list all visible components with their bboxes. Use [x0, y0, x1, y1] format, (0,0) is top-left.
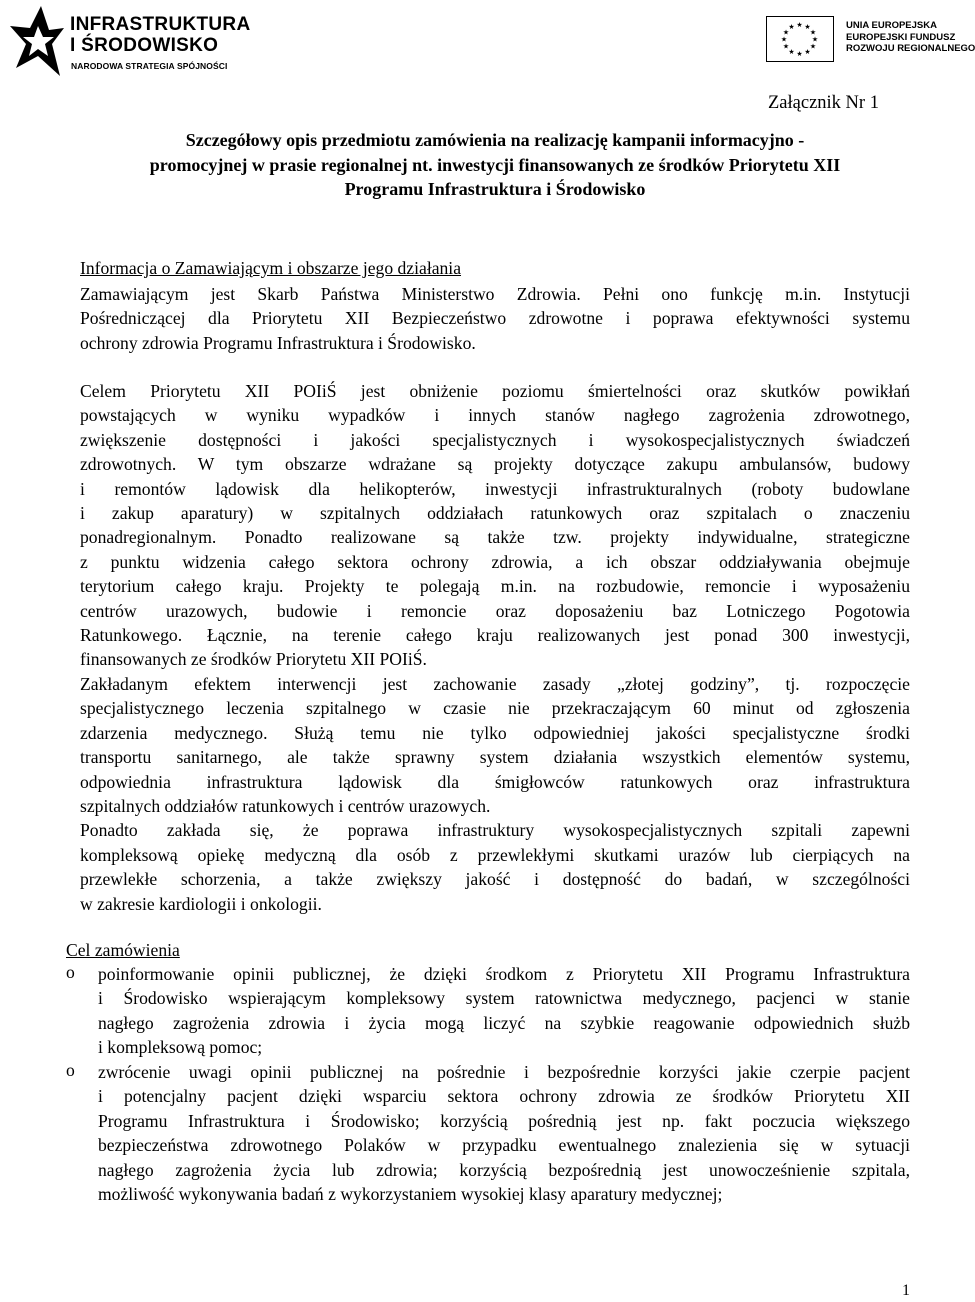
text-line: zdrowotnych. W tym obszarze wdrażane są projekty dotyczące zakupu ambulansów, budowy [80, 454, 910, 475]
text-line: bezpieczeństwa zdrowotnego Polaków w przypadku ewentualnego znalezienia się w sytuacji [98, 1135, 910, 1156]
title-line: Programu Infrastruktura i Środowisko [344, 179, 646, 199]
text-line: w zakresie kardiologii i onkologii. [80, 893, 322, 914]
annex-label: Załącznik Nr 1 [768, 93, 879, 113]
list-item [98, 962, 910, 1060]
bullet-marker: o [66, 1060, 75, 1080]
text-line: specjalistycznego leczenia szpitalnego w czasie nie przekraczającym 60 minut od zgłoszenia [80, 698, 910, 719]
infrastruktura-logo [8, 4, 251, 80]
text-line: centrów urazowych, budowie i remoncie oraz doposażeniu baz Lotniczego Pogotowia [80, 600, 910, 621]
text-line: i Środowisko wspierającym kompleksowy system ratownictwa medycznego, pacjenci w stanie [98, 988, 910, 1009]
eu-fund-text [846, 20, 975, 55]
svg-text:★: ★ [804, 23, 811, 31]
svg-text:★: ★ [788, 48, 795, 56]
text-line: nagłego zagrożenia zdrowia i życia mogą liczyć na szybkie reagowanie odpowiednich służb [98, 1012, 910, 1033]
title-line: Szczegółowy opis przedmiotu zamówienia na realizację kampanii informacyjno - [185, 130, 805, 150]
logo-line-2: I ŚRODOWISKO [70, 35, 219, 56]
logo-line-1: INFRASTRUKTURA [70, 14, 251, 35]
list-item [98, 1060, 910, 1206]
text-line: kompleksową opiekę medyczną dla osób z przewlekłymi skutkami urazów lub cierpiących na [80, 844, 910, 865]
body-paragraph [80, 379, 910, 916]
svg-text:★: ★ [788, 23, 795, 31]
title-line: promocyjnej w prasie regionalnej nt. inwestycji finansowanych ze środków Priorytetu XII [149, 154, 841, 175]
text-line: i remontów lądowisk dla helikopterów, inwestycji infrastrukturalnych (roboty budowlane [80, 478, 910, 499]
svg-text:★: ★ [804, 48, 811, 56]
text-line: i kompleksową pomoc; [98, 1037, 263, 1058]
svg-text:★: ★ [782, 42, 790, 51]
text-line: finansowanych ze środków Priorytetu XII POIiŚ. [80, 649, 427, 670]
text-line: powstających w wyniku wypadków i innych stanów nagłego zagrożenia zdrowotnego, [80, 405, 910, 426]
text-line: zwrócenie uwagi opinii publicznej na pośrednie i bezpośrednie korzyści jakie czerpie pacjent [98, 1062, 910, 1082]
section-heading-contracting-authority: Informacja o Zamawiającym i obszarze jego działania [80, 258, 462, 278]
text-line: Celem Priorytetu XII POIiŚ jest obniżenie poziomu śmiertelności oraz skutków powikłań [80, 381, 910, 401]
svg-text:★: ★ [796, 50, 803, 58]
eu-line-3: ROZWOJU REGIONALNEGO [846, 43, 975, 54]
text-line: nagłego zagrożenia życia lub zdrowia; korzyścią bezpośrednią jest unowocześnienie szpitala, [98, 1159, 910, 1180]
svg-text:★: ★ [809, 28, 817, 37]
text-line: szpitalnych oddziałów ratunkowych i centrów urazowych. [80, 795, 491, 816]
text-line: zwiększenie dostępności i jakości specjalistycznych i wysokospecjalistycznych świadczeń [80, 429, 910, 450]
text-line: możliwość wykonywania badań z wykorzystaniem wysokiej klasy aparatury medycznej; [98, 1184, 723, 1205]
text-line: Ponadto zakłada się, że poprawa infrastruktury wysokospecjalistycznych szpitali zapewni [80, 820, 910, 841]
text-line: przewlekłe schorzenia, a także zwiększy jakość i dostępność do badań, w szczególności [80, 869, 910, 890]
text-line: odpowiednia infrastruktura lądowisk dla śmigłowców ratunkowych oraz infrastruktura [80, 771, 910, 792]
text-line: z punktu widzenia całego sektora ochrony zdrowia, a ich obszar oddziaływania obejmuje [80, 551, 910, 572]
text-line: i zakup aparatury) w szpitalnych oddziałach ratunkowych oraz szpitalach o znaczeniu [80, 503, 910, 524]
eu-flag-icon [766, 16, 834, 62]
eu-line-1: UNIA EUROPEJSKA [846, 20, 937, 31]
section-paragraph-contracting-authority [80, 282, 910, 355]
text-line: Pośredniczącej dla Priorytetu XII Bezpieczeństwo zdrowotne i poprawa efektywności systemu [80, 308, 910, 329]
eu-logo [766, 16, 975, 66]
eu-line-2: EUROPEJSKI FUNDUSZ [846, 31, 956, 43]
document-title [80, 128, 910, 202]
svg-text:★: ★ [782, 28, 790, 37]
text-line: zdarzenia medycznego. Służą temu nie tylko odpowiedniej jakości specjalistyczne środki [80, 722, 910, 743]
svg-text:★: ★ [796, 21, 803, 29]
text-line: ponadregionalnym. Ponadto realizowane są także tzw. projekty indywidualne, strategiczne [80, 527, 910, 548]
svg-text:★: ★ [780, 35, 788, 44]
text-line: poinformowanie opinii publicznej, że dzięki środkom z Priorytetu XII Programu Infrastruktura [98, 964, 910, 984]
text-line: i potencjalny pacjent dzięki wsparciu sektora ochrony zdrowia ze środków Priorytetu XII [98, 1086, 910, 1107]
text-line: ochrony zdrowia Programu Infrastruktura i Środowisko. [80, 332, 476, 353]
section-heading-goal: Cel zamówienia [66, 940, 180, 960]
svg-text:★: ★ [811, 35, 819, 44]
text-line: transportu sanitarnego, ale także sprawny system działania wszystkich elementów systemu, [80, 747, 910, 768]
svg-text:★: ★ [809, 42, 817, 51]
bullet-marker: o [66, 962, 75, 982]
page-number: 1 [902, 1282, 910, 1299]
text-line: terytorium całego kraju. Projekty te polegają m.in. na rozbudowie, remoncie i wyposażeniu [80, 576, 910, 597]
text-line: Zamawiającym jest Skarb Państwa Ministerstwo Zdrowia. Pełni ono funkcję m.in. Instytucji [80, 284, 910, 304]
logo-star-icon [8, 4, 66, 80]
text-line: Zakładanym efektem interwencji jest zachowanie zasady „złotej godziny”, tj. rozpoczęcie [80, 673, 910, 694]
logo-tagline: NARODOWA STRATEGIA SPÓJNOŚCI [71, 61, 228, 71]
text-line: Programu Infrastruktura i Środowisko; korzyścią pośrednią jest np. fakt poczucia większego [98, 1110, 910, 1131]
text-line: Ratunkowego. Łącznie, na terenie całego kraju realizowanych jest ponad 300 inwestycji, [80, 625, 910, 646]
